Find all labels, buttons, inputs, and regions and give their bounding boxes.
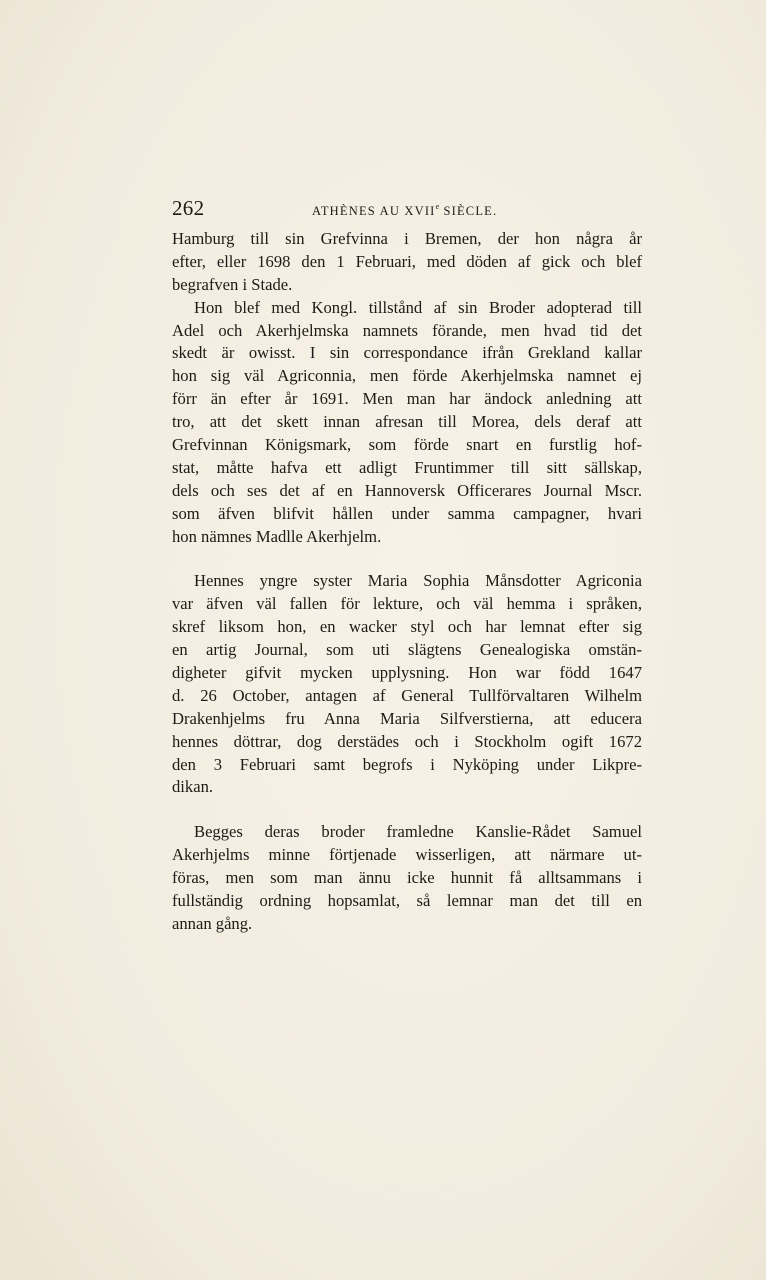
text-line: Hon blef med Kongl. tillstånd af sin Broder adopterad till xyxy=(194,297,642,317)
text-line: Akerhjelms minne förtjenade wisserligen, att närmare ut- xyxy=(172,845,642,865)
text-line: föras, men som man ännu icke hunnit få alltsammans i xyxy=(172,868,642,888)
paragraph-gap xyxy=(172,799,642,821)
text-line: fullständig ordning hopsamlat, så lemnar man det till en xyxy=(172,891,642,911)
text-line: Grefvinnan Königsmark, som förde snart en furstlig hof- xyxy=(172,435,642,455)
text-line: hennes döttrar, dog derstädes och i Stockholm ogift 1672 xyxy=(172,731,642,751)
paragraph-gap xyxy=(172,548,642,570)
text-line: som äfven blifvit hållen under samma campagner, hvari xyxy=(172,503,642,523)
text-line: Hennes yngre syster Maria Sophia Månsdotter Agriconia xyxy=(194,571,642,591)
page-header xyxy=(172,196,642,224)
paragraph xyxy=(172,570,642,799)
text-line: d. 26 October, antagen af General Tullförvaltaren Wilhelm xyxy=(172,685,642,705)
text-line: tro, att det skett innan afresan till Morea, dels deraf att xyxy=(172,412,642,432)
text-line: förr än efter år 1691. Men man har ändock anledning att xyxy=(172,389,642,409)
text-line: hon sig väl Agriconnia, men förde Akerhjelmska namnet ej xyxy=(172,366,642,386)
running-head-superscript: e xyxy=(435,202,440,211)
text-line: Drakenhjelms fru Anna Maria Silfverstierna, att educera xyxy=(172,708,642,728)
page-number: 262 xyxy=(172,196,205,220)
text-line: skedt är owisst. I sin correspondance ifrån Grekland kallar xyxy=(172,343,642,363)
text-line: en artig Journal, som uti slägtens Genealogiska omstän- xyxy=(172,640,642,660)
text-line: den 3 Februari samt begrofs i Nyköping under Likpre- xyxy=(172,754,642,774)
text-line: dels och ses det af en Hannoversk Officerares Journal Mscr. xyxy=(172,480,642,500)
text-line: dikan. xyxy=(172,777,214,797)
running-head-end: SIÈCLE. xyxy=(439,204,498,218)
text-line: begrafven i Stade. xyxy=(172,274,293,294)
running-head xyxy=(312,202,497,219)
text-line: Begges deras broder framledne Kanslie-Rådet Samuel xyxy=(194,822,642,842)
paragraph xyxy=(172,228,642,297)
text-line: annan gång. xyxy=(172,913,253,933)
paragraph xyxy=(172,821,642,935)
text-line: stat, måtte hafva ett adligt Fruntimmer till sitt sällskap, xyxy=(172,457,642,477)
body-text xyxy=(172,228,642,936)
text-line: hon nämnes Madlle Akerhjelm. xyxy=(172,526,382,546)
text-line: Adel och Akerhjelmska namnets förande, men hvad tid det xyxy=(172,320,642,340)
running-head-main: ATHÈNES AU XVII xyxy=(312,204,436,218)
text-line: var äfven väl fallen för lekture, och väl hemma i språken, xyxy=(172,594,642,614)
text-line: efter, eller 1698 den 1 Februari, med döden af gick och blef xyxy=(172,251,642,271)
paragraph xyxy=(172,297,642,549)
text-line: skref liksom hon, en wacker styl och har lemnat efter sig xyxy=(172,617,642,637)
text-line: digheter gifvit mycken upplysning. Hon war född 1647 xyxy=(172,663,642,683)
text-line: Hamburg till sin Grefvinna i Bremen, der hon några år xyxy=(172,229,642,248)
